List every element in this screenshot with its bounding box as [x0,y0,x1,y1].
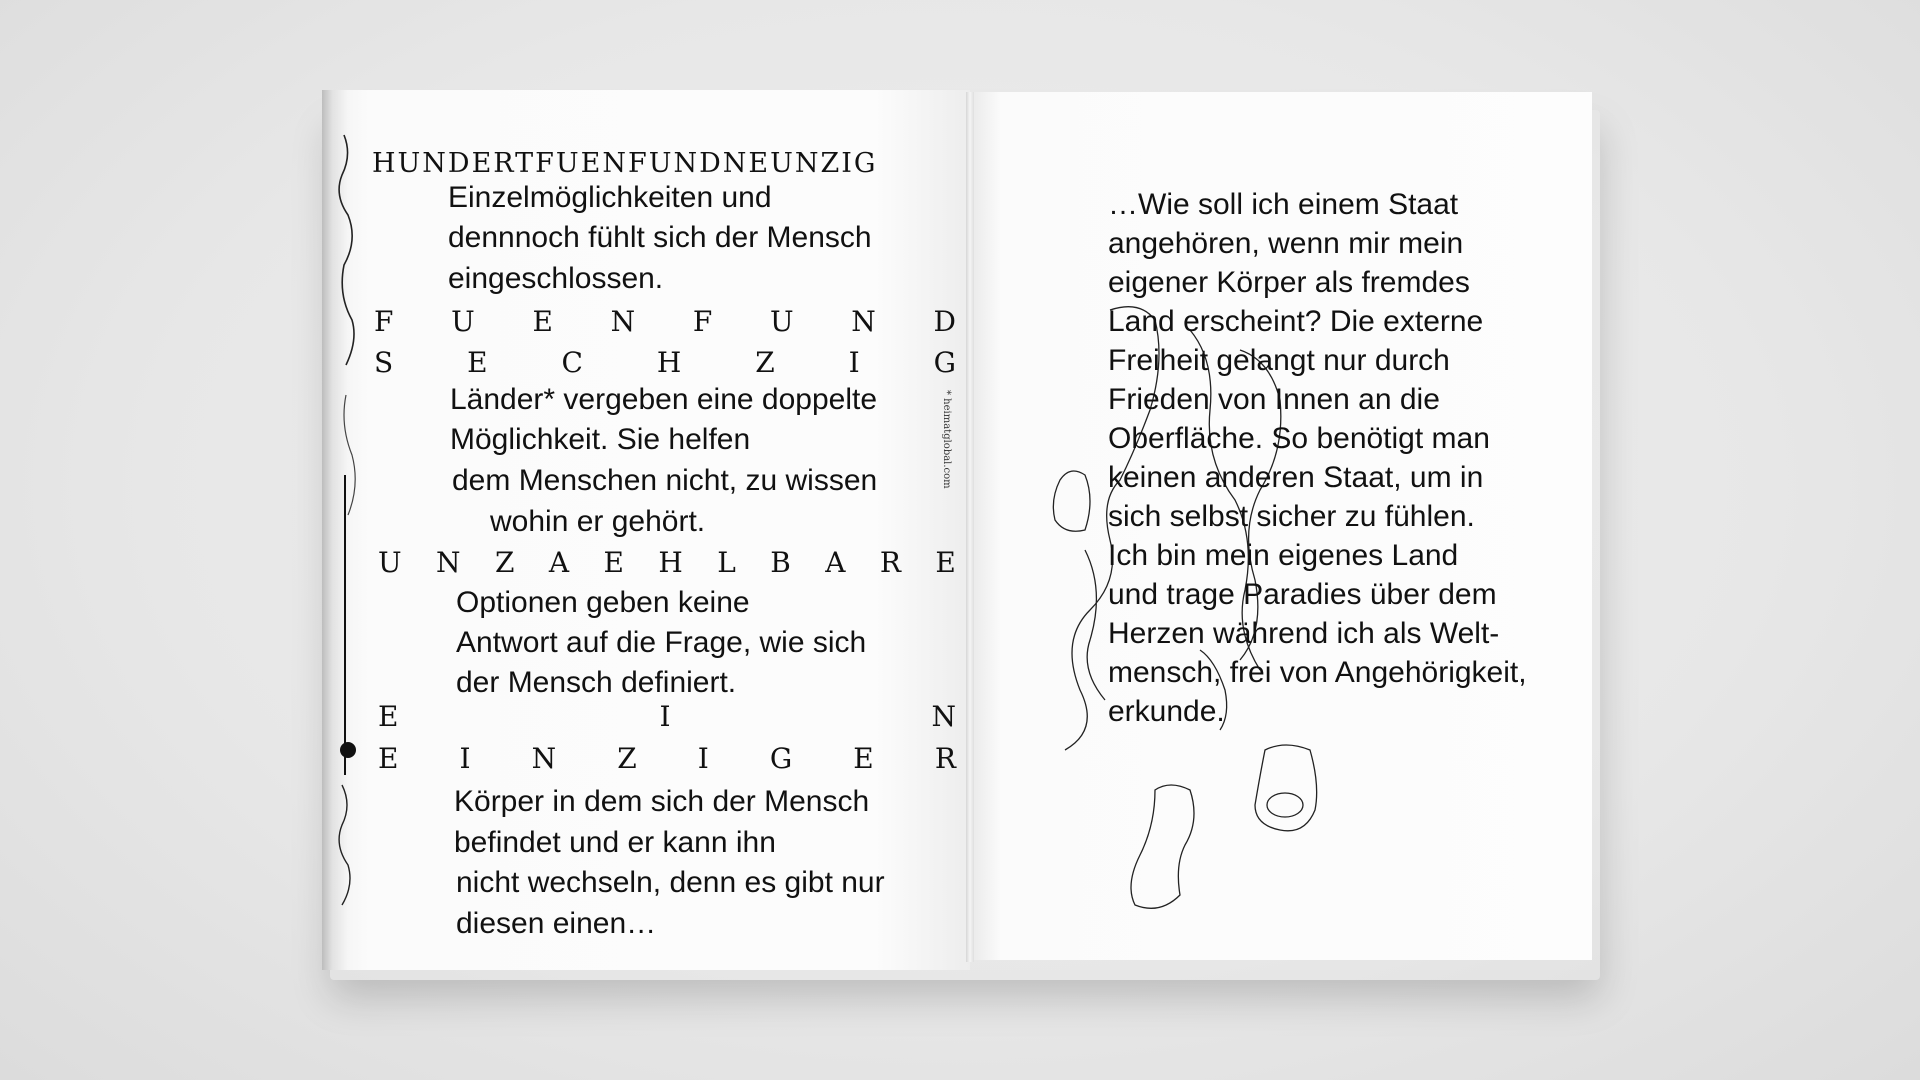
right-para-line6: Frieden von Innen an die [1108,383,1440,416]
vertical-footnote: * heimatglobal.com [941,390,952,489]
letter: F [374,305,394,338]
right-para-line1: …Wie soll ich einem Staat [1108,188,1459,221]
heading-hundertfuenfundneunzig: HUNDERTFUENFUNDNEUNZIG [372,148,878,179]
letter: H [658,546,683,579]
heading-ein [378,700,956,733]
letter: E [532,305,553,338]
edge-ornament-icon [336,95,362,935]
letter: N [436,546,461,579]
right-para-line11: und trage Paradies über dem [1108,578,1497,611]
book-spine [966,92,974,962]
para4-line1: Körper in dem sich der Mensch [454,785,870,818]
letter: I [848,346,860,379]
letter: H [656,346,682,379]
para1-line3: eingeschlossen. [448,262,664,295]
right-para-line4: Land erscheint? Die externe [1108,305,1484,338]
letter: E [378,700,399,733]
para3-line3: der Mensch definiert. [456,666,737,699]
letter: I [659,700,671,733]
letter: N [931,700,956,733]
letter: N [851,305,876,338]
letter: A [548,546,570,579]
right-para-line14: erkunde. [1108,695,1225,728]
letter: E [853,742,874,775]
para1-line1: Einzelmöglichkeiten und [448,181,772,214]
letter: L [717,546,736,579]
letter: U [378,546,402,579]
letter: Z [617,742,637,775]
letter: E [603,546,624,579]
heading-sechzig [374,346,956,379]
letter: E [935,546,956,579]
letter: N [610,305,636,338]
para2-line3: dem Menschen nicht, zu wissen [452,464,878,497]
heading-unzaehlbare [378,546,956,579]
letter: Z [494,546,515,579]
letter: U [769,305,794,338]
right-para-line9: sich selbst sicher zu fühlen. [1108,500,1475,533]
right-para-line5: Freiheit gelangt nur durch [1108,344,1450,377]
letter: E [378,742,399,775]
letter: G [769,742,793,775]
letter: N [531,742,557,775]
para3-line1: Optionen geben keine [456,586,750,619]
para1-line2: dennnoch fühlt sich der Mensch [448,221,872,254]
para2-line1: Länder* vergeben eine doppelte [450,383,878,416]
letter: G [933,346,956,379]
right-para-line3: eigener Körper als fremdes [1108,266,1470,299]
letter: E [467,346,488,379]
letter: D [933,305,956,338]
right-para-line2: angehören, wenn mir mein [1108,227,1464,260]
heading-fuenfund [374,305,956,338]
letter: F [692,305,713,338]
letter: R [934,742,956,775]
para2-line4: wohin er gehört. [490,505,706,538]
para4-line2: befindet und er kann ihn [454,826,776,859]
letter: U [451,305,475,338]
letter: A [825,546,846,579]
letter: I [459,742,471,775]
letter: R [879,546,901,579]
para4-line3: nicht wechseln, denn es gibt nur [456,866,885,899]
right-para-line7: Oberfläche. So benötigt man [1108,422,1490,455]
right-para-line12: Herzen während ich als Welt- [1108,617,1500,650]
letter: B [770,546,791,579]
right-para-line10: Ich bin mein eigenes Land [1108,539,1459,572]
letter: S [374,346,394,379]
right-para-line13: mensch, frei von Angehörigkeit, [1108,656,1527,689]
para2-line2: Möglichkeit. Sie helfen [450,423,751,456]
heading-einziger [378,742,956,775]
para4-line4: diesen einen… [456,907,657,940]
right-para-line8: keinen anderen Staat, um in [1108,461,1484,494]
letter: Z [755,346,775,379]
letter: C [561,346,583,379]
letter: I [697,742,709,775]
para3-line2: Antwort auf die Frage, wie sich [456,626,867,659]
